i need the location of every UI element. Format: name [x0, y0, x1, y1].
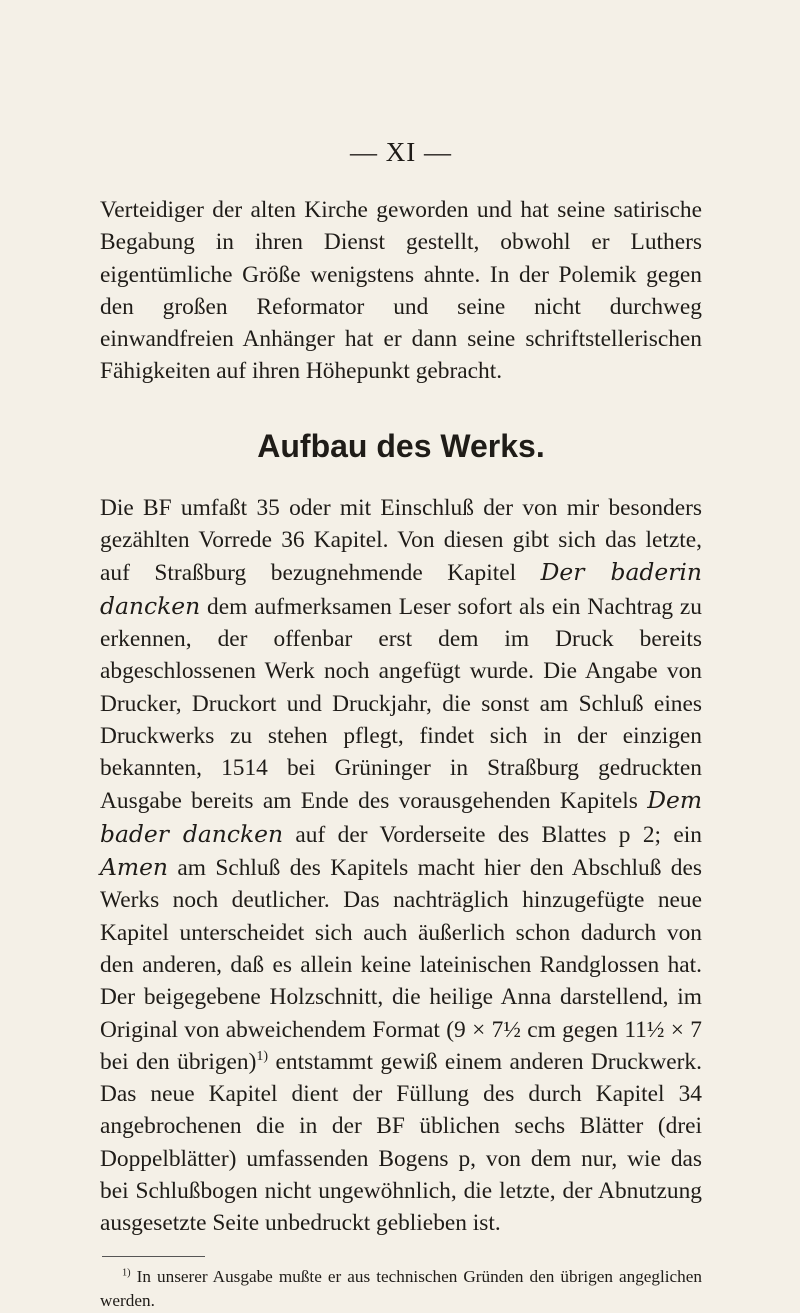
footnote-text: In unserer Ausgabe mußte er aus technischen Gründen den übrigen angeglichen werden.	[100, 1266, 702, 1310]
text-segment: am Schluß des Kapitels macht hier den Abschluß des Werks noch deutlicher. Das nachträglich hinzugefügte neue Kapitel unterscheidet sich auch äußerlich schon dadurch von den anderen, daß es allein keine lateinischen Randglossen hat. Der beigegebene Holzschnitt, die heilige Anna darstellend, im Original von abweichendem Format (9 × 7½ cm gegen 11½ × 7 bei den übrigen)	[100, 855, 702, 1075]
fraktur-title: Der baderin dancken	[100, 558, 702, 620]
footnote-marker: 1)	[122, 1266, 131, 1278]
text-segment: dem aufmerksamen Leser sofort als ein Nachtrag zu erkennen, der offenbar erst dem im Druck bereits abgeschlossenen Werk noch angefügt wurde. Die Angabe von Drucker, Druckort und Druckjahr, die sonst am Schluß eines Druckwerks zu stehen pflegt, findet sich in der einzigen bekannten, 1514 bei Grüninger in Straßburg gedruckten Ausgabe bereits am Ende des vorausgehenden Kapitels	[100, 593, 702, 815]
fraktur-word: Amen	[100, 853, 168, 882]
section-heading: Aufbau des Werks.	[257, 427, 545, 464]
paragraph-intro: Verteidiger der alten Kirche geworden und hat seine satirische Begabung in ihren Dienst gestellt, obwohl er Luthers eigentümliche Größe wenigstens ahnte. In der Polemik gegen den großen Reformator und seine nicht durchweg einwandfreien Anhänger hat er dann seine schriftstellerischen Fähigkeiten auf ihren Höhepunkt gebracht.	[100, 197, 702, 385]
footnote-reference: 1)	[256, 1048, 269, 1065]
text-segment: auf der Vorderseite des Blattes p 2; ein	[295, 821, 702, 848]
text-segment: Die BF umfaßt 35 oder mit Einschluß der von mir besonders gezählten Vorrede 36 Kapitel. Von diesen gibt sich das letzte, auf Straßburg bezugnehmende Kapitel	[100, 494, 702, 587]
page-number: — XI —	[350, 137, 452, 167]
page-content	[100, 132, 702, 1313]
footnote-divider	[102, 1256, 205, 1257]
fraktur-title: Dem bader dancken	[100, 786, 702, 848]
footnote	[100, 1265, 702, 1313]
paragraph-structure	[100, 492, 702, 1240]
text-segment: entstammt gewiß einem anderen Druckwerk. Das neue Kapitel dient der Füllung des durch Kapitel 34 angebrochenen die in der BF üblichen sechs Blätter (drei Doppelblätter) umfassenden Bogens p, von dem nur, wie das bei Schlußbogen nicht ungewöhnlich, die letzte, der Abnutzung ausgesetzte Seite unbedruckt geblieben ist.	[100, 1048, 702, 1237]
